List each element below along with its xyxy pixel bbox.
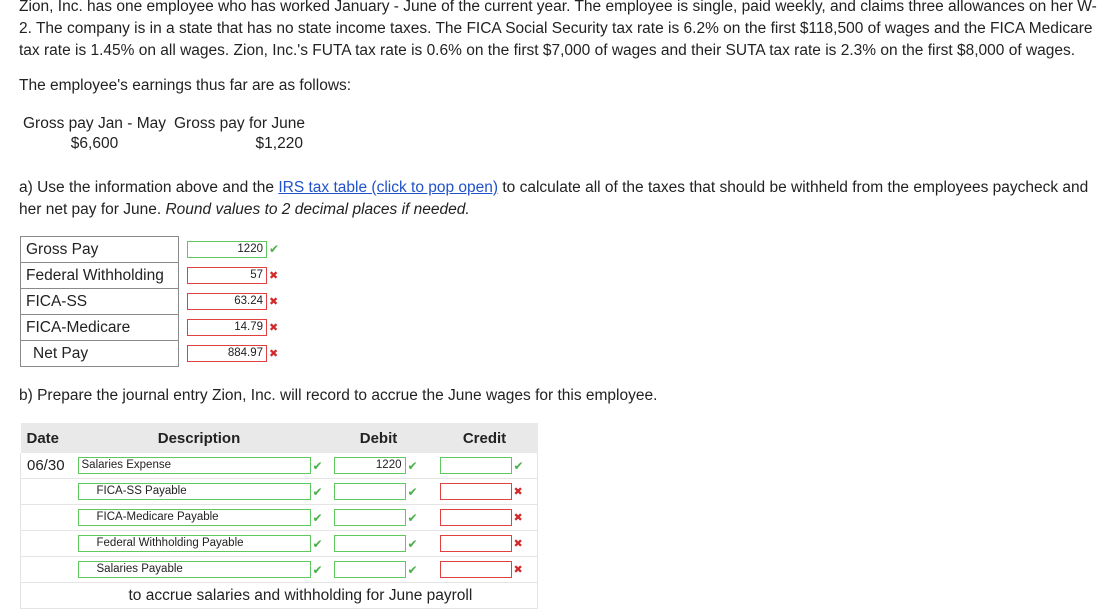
account-input[interactable]: FICA-Medicare Payable bbox=[78, 509, 311, 526]
earnings-header-jan-may: Gross pay Jan - May bbox=[23, 115, 166, 132]
debit-input[interactable] bbox=[334, 561, 406, 578]
checkmark-icon: ✔ bbox=[407, 536, 418, 551]
checkmark-icon: ✔ bbox=[312, 484, 323, 499]
checkmark-icon: ✔ bbox=[407, 562, 418, 577]
tax-label: FICA-SS bbox=[21, 289, 179, 315]
x-mark-icon: ✖ bbox=[269, 295, 279, 308]
x-mark-icon: ✖ bbox=[513, 564, 523, 577]
x-mark-icon: ✖ bbox=[269, 347, 279, 360]
x-mark-icon: ✖ bbox=[513, 512, 523, 525]
question-a bbox=[19, 177, 1112, 221]
journal-memo-row bbox=[21, 583, 538, 609]
x-mark-icon: ✖ bbox=[513, 486, 523, 499]
credit-input[interactable] bbox=[440, 457, 512, 474]
tax-row-gross-pay bbox=[21, 237, 283, 263]
checkmark-icon: ✔ bbox=[312, 510, 323, 525]
account-input[interactable]: Salaries Expense bbox=[78, 457, 311, 474]
account-input[interactable]: FICA-SS Payable bbox=[78, 483, 311, 500]
account-input[interactable]: Salaries Payable bbox=[78, 561, 311, 578]
question-a-suffix: to calculate all of the taxes that should be withheld from the employees paycheck and her net pay for June. bbox=[19, 179, 1089, 218]
gross-pay-input[interactable]: 1220 bbox=[187, 241, 267, 258]
checkmark-icon: ✔ bbox=[312, 458, 323, 473]
journal-entry-table bbox=[20, 423, 538, 609]
earnings-header-june: Gross pay for June bbox=[174, 115, 305, 132]
x-mark-icon: ✖ bbox=[269, 321, 279, 334]
earnings-value-jan-may: $6,600 bbox=[70, 135, 119, 152]
journal-row bbox=[21, 453, 538, 479]
debit-input[interactable] bbox=[334, 509, 406, 526]
federal-withholding-input[interactable]: 57 bbox=[187, 267, 267, 284]
earnings-table bbox=[19, 114, 309, 154]
credit-input[interactable] bbox=[440, 561, 512, 578]
question-a-prefix: a) Use the information above and the bbox=[19, 179, 279, 196]
rounding-instruction: Round values to 2 decimal places if needed. bbox=[165, 201, 470, 218]
earnings-intro: The employee's earnings thus far are as follows: bbox=[19, 77, 352, 94]
account-input[interactable]: Federal Withholding Payable bbox=[78, 535, 311, 552]
tax-label: FICA-Medicare bbox=[21, 315, 179, 341]
debit-input[interactable]: 1220 bbox=[334, 457, 406, 474]
journal-row bbox=[21, 531, 538, 557]
header-credit: Credit bbox=[432, 423, 538, 453]
earnings-value-june: $1,220 bbox=[255, 135, 303, 152]
checkmark-icon: ✔ bbox=[269, 242, 280, 257]
credit-input[interactable] bbox=[440, 509, 512, 526]
x-mark-icon: ✖ bbox=[269, 269, 279, 282]
fica-ss-input[interactable]: 63.24 bbox=[187, 293, 267, 310]
journal-header-row bbox=[21, 423, 538, 453]
journal-row bbox=[21, 505, 538, 531]
checkmark-icon: ✔ bbox=[407, 458, 418, 473]
header-date: Date bbox=[21, 423, 73, 453]
tax-label: Gross Pay bbox=[21, 237, 179, 263]
checkmark-icon: ✔ bbox=[407, 484, 418, 499]
question-b: b) Prepare the journal entry Zion, Inc. will record to accrue the June wages for this employee. bbox=[19, 387, 658, 404]
journal-memo: to accrue salaries and withholding for June payroll bbox=[73, 583, 538, 609]
checkmark-icon: ✔ bbox=[312, 536, 323, 551]
credit-input[interactable] bbox=[440, 483, 512, 500]
tax-label: Federal Withholding bbox=[21, 263, 179, 289]
tax-row-fica-medicare bbox=[21, 315, 283, 341]
tax-row-net-pay bbox=[21, 341, 283, 367]
debit-input[interactable] bbox=[334, 535, 406, 552]
header-description: Description bbox=[73, 423, 326, 453]
journal-row bbox=[21, 557, 538, 583]
credit-input[interactable] bbox=[440, 535, 512, 552]
tax-row-federal-withholding bbox=[21, 263, 283, 289]
checkmark-icon: ✔ bbox=[312, 562, 323, 577]
header-debit: Debit bbox=[326, 423, 432, 453]
journal-row bbox=[21, 479, 538, 505]
tax-row-fica-ss bbox=[21, 289, 283, 315]
journal-date: 06/30 bbox=[21, 453, 73, 479]
tax-calculation-table bbox=[20, 236, 283, 367]
problem-intro: Zion, Inc. has one employee who has worked January - June of the current year. The employee is single, paid weekly, and claims three allowances on her W-2. The company is in a state that has no state income taxes. The FICA Social Security tax rate is 6.2% on the first $118,500 of wages and the FICA Medicare tax rate is 1.45% on all wages. Zion, Inc.'s FUTA tax rate is 0.6% on the first $7,000 of wages and their SUTA tax rate is 2.3% on the first $8,000 of wages. bbox=[19, 0, 1097, 59]
fica-medicare-input[interactable]: 14.79 bbox=[187, 319, 267, 336]
checkmark-icon: ✔ bbox=[407, 510, 418, 525]
net-pay-input[interactable]: 884.97 bbox=[187, 345, 267, 362]
tax-label: Net Pay bbox=[21, 341, 179, 367]
irs-tax-table-link[interactable]: IRS tax table (click to pop open) bbox=[278, 179, 499, 196]
x-mark-icon: ✖ bbox=[513, 538, 523, 551]
checkmark-icon: ✔ bbox=[513, 458, 524, 473]
debit-input[interactable] bbox=[334, 483, 406, 500]
